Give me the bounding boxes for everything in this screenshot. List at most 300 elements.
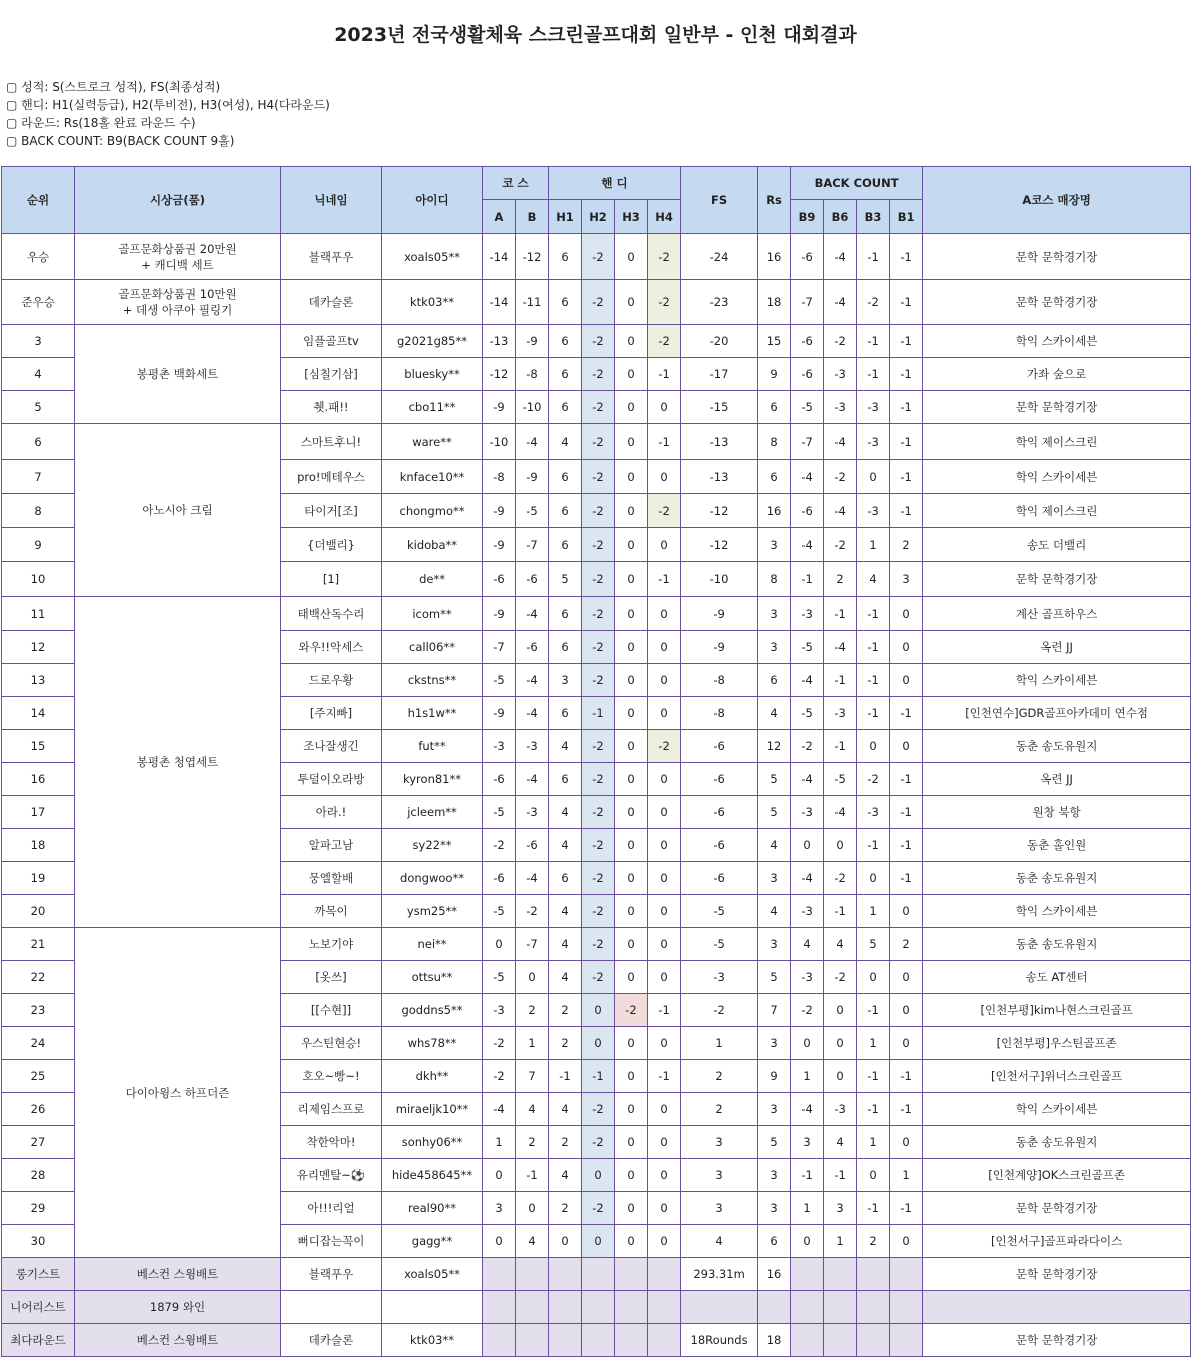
cell-h1: 6 (549, 862, 582, 895)
cell-nickname: [심칠기삼] (281, 358, 382, 391)
cell-id: gagg** (382, 1225, 483, 1258)
cell-fs: -24 (681, 234, 758, 280)
cell-b9: -4 (791, 460, 824, 494)
cell-course-b: 4 (516, 1225, 549, 1258)
cell-h2: -2 (582, 928, 615, 961)
cell-fs: -12 (681, 528, 758, 562)
header-fs: FS (681, 167, 758, 234)
cell-nickname: 췟.패!! (281, 391, 382, 424)
cell-course-a: -2 (483, 1060, 516, 1093)
cell-fs: -5 (681, 928, 758, 961)
cell-b3: -1 (857, 994, 890, 1027)
cell-rs: 12 (758, 730, 791, 763)
cell-course-a: -14 (483, 280, 516, 325)
cell-b1: 0 (890, 730, 923, 763)
cell-b6: 3 (824, 1192, 857, 1225)
cell-fs: -23 (681, 280, 758, 325)
cell-b6: -4 (824, 234, 857, 280)
cell-course-a: -5 (483, 895, 516, 928)
note-round: ▢ 라운드: Rs(18홀 완료 라운드 수) (6, 116, 196, 130)
cell-b9: -4 (791, 1093, 824, 1126)
cell-h4: 0 (648, 862, 681, 895)
cell-b6: 1 (824, 1225, 857, 1258)
cell-nickname: pro!메테우스 (281, 460, 382, 494)
prize-line: 다이아윙스 하프더즌 (125, 1085, 230, 1100)
cell-rs: 4 (758, 895, 791, 928)
prize-line: 봉평촌 백화세트 (136, 367, 219, 381)
cell-h1: 4 (549, 730, 582, 763)
cell-rank: 14 (2, 697, 75, 730)
cell-h3: 0 (615, 1192, 648, 1225)
cell-h2: -2 (582, 280, 615, 325)
cell-course-b: -6 (516, 829, 549, 862)
cell-b6: -3 (824, 391, 857, 424)
special-row-nearest (2, 1291, 1191, 1324)
cell-id: sy22** (382, 829, 483, 862)
cell-h1: 4 (549, 424, 582, 460)
cell-b1: 0 (890, 631, 923, 664)
cell-b3: 1 (857, 528, 890, 562)
cell-h3: 0 (615, 1060, 648, 1093)
cell-course-a: -5 (483, 961, 516, 994)
cell-nickname: {더밸리} (281, 528, 382, 562)
cell-h4: 0 (648, 528, 681, 562)
cell-store: 동춘 송도유원지 (923, 730, 1191, 763)
cell-h3: 0 (615, 280, 648, 325)
cell-course-b: -7 (516, 528, 549, 562)
cell-h2: 0 (582, 1225, 615, 1258)
cell-course-b: -6 (516, 562, 549, 597)
cell-h3: 0 (615, 460, 648, 494)
table-row (2, 597, 1191, 631)
cell-b1: 0 (890, 895, 923, 928)
cell-h4: 0 (648, 895, 681, 928)
cell-nickname: [옷쓰] (281, 961, 382, 994)
cell-id: jcleem** (382, 796, 483, 829)
cell-rank: 18 (2, 829, 75, 862)
cell-course-a: -6 (483, 763, 516, 796)
cell-store: [인천부평]우스틴골프존 (923, 1027, 1191, 1060)
cell-b1: 1 (890, 1159, 923, 1192)
cell-b1: -1 (890, 697, 923, 730)
cell-course-b: -9 (516, 460, 549, 494)
cell-h2: -2 (582, 631, 615, 664)
cell-store: 문학 문학경기장 (923, 562, 1191, 597)
header-h4: H4 (648, 200, 681, 234)
cell-b6: 4 (824, 928, 857, 961)
cell-rs: 6 (758, 664, 791, 697)
cell-nickname: 알파고남 (281, 829, 382, 862)
cell-course-b: -11 (516, 280, 549, 325)
table-row (2, 325, 1191, 358)
cell-b9: -3 (791, 597, 824, 631)
cell-b1: -1 (890, 1060, 923, 1093)
cell-id: g2021g85** (382, 325, 483, 358)
cell-b6: -3 (824, 697, 857, 730)
cell-b1: 0 (890, 664, 923, 697)
cell-store: [인천서구]위너스크린골프 (923, 1060, 1191, 1093)
prize-cell (75, 597, 281, 928)
prize-cell (75, 928, 281, 1258)
cell-b6: 2 (824, 562, 857, 597)
cell-course-b: -4 (516, 763, 549, 796)
cell-nickname: 스마트후니! (281, 424, 382, 460)
cell-course-b: 2 (516, 1126, 549, 1159)
cell-course-b: -8 (516, 358, 549, 391)
cell-b1: -1 (890, 763, 923, 796)
cell-store: 송도 더밸리 (923, 528, 1191, 562)
cell-fs: -5 (681, 895, 758, 928)
cell-b6: -2 (824, 460, 857, 494)
cell-b3: -1 (857, 358, 890, 391)
cell-id: h1s1w** (382, 697, 483, 730)
cell-rank: 6 (2, 424, 75, 460)
special-rank: 롱기스트 (2, 1258, 75, 1291)
cell-id: kidoba** (382, 528, 483, 562)
cell-b3: -1 (857, 325, 890, 358)
cell-store: 학익 스카이세븐 (923, 325, 1191, 358)
cell-b3: -3 (857, 494, 890, 528)
cell-course-a: 0 (483, 1159, 516, 1192)
cell-course-b: -10 (516, 391, 549, 424)
cell-b3: 0 (857, 1159, 890, 1192)
special-nickname: 데카슬론 (281, 1324, 382, 1357)
cell-nickname: 아라.! (281, 796, 382, 829)
cell-b9: -6 (791, 494, 824, 528)
cell-course-b: -3 (516, 796, 549, 829)
cell-b9: -1 (791, 1159, 824, 1192)
cell-fs: -13 (681, 424, 758, 460)
special-rs: 18 (758, 1324, 791, 1357)
header-id: 아이디 (382, 167, 483, 234)
cell-id: miraeljk10** (382, 1093, 483, 1126)
cell-id: icom** (382, 597, 483, 631)
cell-h3: 0 (615, 829, 648, 862)
cell-h3: 0 (615, 763, 648, 796)
cell-course-a: 1 (483, 1126, 516, 1159)
cell-h4: 0 (648, 1027, 681, 1060)
header-b6: B6 (824, 200, 857, 234)
cell-store: 학익 스카이세븐 (923, 664, 1191, 697)
cell-h4: 0 (648, 631, 681, 664)
cell-h3: 0 (615, 862, 648, 895)
cell-h2: 0 (582, 1159, 615, 1192)
cell-fs: -6 (681, 730, 758, 763)
cell-rank: 28 (2, 1159, 75, 1192)
cell-b3: -3 (857, 796, 890, 829)
cell-h2: 0 (582, 994, 615, 1027)
cell-b1: 2 (890, 528, 923, 562)
special-nickname: 블랙푸우 (281, 1258, 382, 1291)
cell-h1: 4 (549, 796, 582, 829)
cell-store: 동춘 홀인원 (923, 829, 1191, 862)
cell-h4: 0 (648, 1126, 681, 1159)
cell-fs: -13 (681, 460, 758, 494)
cell-h2: -2 (582, 730, 615, 763)
cell-course-b: -6 (516, 631, 549, 664)
cell-h2: -1 (582, 1060, 615, 1093)
cell-h4: -1 (648, 358, 681, 391)
cell-b3: -1 (857, 1060, 890, 1093)
cell-store: 동춘 송도유원지 (923, 1126, 1191, 1159)
cell-fs: -20 (681, 325, 758, 358)
cell-rank: 15 (2, 730, 75, 763)
cell-h1: 2 (549, 1126, 582, 1159)
cell-id: real90** (382, 1192, 483, 1225)
cell-b3: 1 (857, 895, 890, 928)
special-prize: 1879 와인 (75, 1291, 281, 1324)
cell-course-b: -4 (516, 597, 549, 631)
cell-rank: 우승 (2, 234, 75, 280)
cell-id: fut** (382, 730, 483, 763)
note-score: ▢ 성적: S(스트로크 성적), FS(최종성적) (6, 80, 221, 94)
cell-h2: -2 (582, 895, 615, 928)
cell-nickname: 블랙푸우 (281, 234, 382, 280)
cell-course-a: -10 (483, 424, 516, 460)
cell-h4: -2 (648, 280, 681, 325)
cell-rs: 8 (758, 562, 791, 597)
cell-rank: 11 (2, 597, 75, 631)
cell-b9: -3 (791, 895, 824, 928)
cell-course-a: -14 (483, 234, 516, 280)
cell-course-b: -2 (516, 895, 549, 928)
cell-b1: -1 (890, 280, 923, 325)
cell-b9: 0 (791, 829, 824, 862)
cell-h2: -2 (582, 391, 615, 424)
cell-rs: 3 (758, 631, 791, 664)
cell-h4: 0 (648, 460, 681, 494)
cell-b1: -1 (890, 325, 923, 358)
cell-h4: 0 (648, 796, 681, 829)
cell-nickname: 호오~빵~! (281, 1060, 382, 1093)
special-store: 문학 문학경기장 (923, 1258, 1191, 1291)
cell-h3: 0 (615, 391, 648, 424)
cell-course-a: -5 (483, 796, 516, 829)
cell-rs: 9 (758, 1060, 791, 1093)
header-b9: B9 (791, 200, 824, 234)
cell-id: ckstns** (382, 664, 483, 697)
cell-b6: -4 (824, 280, 857, 325)
cell-rank: 7 (2, 460, 75, 494)
cell-course-a: -5 (483, 664, 516, 697)
cell-b1: 3 (890, 562, 923, 597)
cell-b6: -4 (824, 631, 857, 664)
cell-nickname: 아!!!리얼 (281, 1192, 382, 1225)
table-row (2, 424, 1191, 460)
header-backcount: BACK COUNT (791, 167, 923, 200)
cell-h1: 5 (549, 562, 582, 597)
cell-h1: 6 (549, 325, 582, 358)
cell-h1: 6 (549, 494, 582, 528)
cell-course-a: -9 (483, 597, 516, 631)
cell-h1: 3 (549, 664, 582, 697)
cell-store: 문학 문학경기장 (923, 234, 1191, 280)
cell-rs: 5 (758, 763, 791, 796)
cell-fs: 4 (681, 1225, 758, 1258)
cell-b3: -3 (857, 424, 890, 460)
prize-line: + 캐디백 세트 (141, 257, 214, 272)
cell-b3: 0 (857, 961, 890, 994)
cell-course-a: -2 (483, 829, 516, 862)
cell-course-b: -4 (516, 664, 549, 697)
cell-rank: 12 (2, 631, 75, 664)
cell-rank: 29 (2, 1192, 75, 1225)
legend-notes (6, 78, 330, 150)
cell-b9: -6 (791, 234, 824, 280)
cell-b6: -2 (824, 862, 857, 895)
cell-b3: 0 (857, 862, 890, 895)
cell-rs: 9 (758, 358, 791, 391)
cell-nickname: 뭉엘할배 (281, 862, 382, 895)
cell-b1: 0 (890, 1126, 923, 1159)
cell-course-a: -13 (483, 325, 516, 358)
cell-b1: 0 (890, 1027, 923, 1060)
header-nickname: 닉네임 (281, 167, 382, 234)
cell-store: 송도 AT센터 (923, 961, 1191, 994)
cell-rs: 3 (758, 928, 791, 961)
cell-h3: 0 (615, 664, 648, 697)
header-handicap: 핸 디 (549, 167, 681, 200)
cell-b1: -1 (890, 1192, 923, 1225)
cell-h2: -2 (582, 528, 615, 562)
cell-fs: -8 (681, 664, 758, 697)
header-h1: H1 (549, 200, 582, 234)
cell-h4: 0 (648, 697, 681, 730)
header-b3: B3 (857, 200, 890, 234)
cell-h3: 0 (615, 234, 648, 280)
cell-h3: 0 (615, 928, 648, 961)
cell-nickname: 데카슬론 (281, 280, 382, 325)
cell-rs: 5 (758, 1126, 791, 1159)
cell-course-a: -3 (483, 730, 516, 763)
cell-h1: 2 (549, 994, 582, 1027)
cell-store: 문학 문학경기장 (923, 1192, 1191, 1225)
cell-h4: -1 (648, 562, 681, 597)
cell-rank: 17 (2, 796, 75, 829)
cell-b6: 0 (824, 829, 857, 862)
header-a: A (483, 200, 516, 234)
cell-b3: 5 (857, 928, 890, 961)
cell-rank: 16 (2, 763, 75, 796)
cell-b9: -4 (791, 528, 824, 562)
cell-h4: 0 (648, 391, 681, 424)
cell-h3: 0 (615, 697, 648, 730)
cell-h3: 0 (615, 424, 648, 460)
cell-h2: -2 (582, 664, 615, 697)
cell-id: ware** (382, 424, 483, 460)
cell-b1: -1 (890, 358, 923, 391)
cell-b9: -7 (791, 424, 824, 460)
cell-course-a: -7 (483, 631, 516, 664)
cell-b6: -2 (824, 325, 857, 358)
cell-b1: -1 (890, 796, 923, 829)
cell-course-b: -9 (516, 325, 549, 358)
header-rs: Rs (758, 167, 791, 234)
cell-b3: -1 (857, 631, 890, 664)
cell-nickname: [[수현]] (281, 994, 382, 1027)
cell-nickname: 노보기야 (281, 928, 382, 961)
cell-b6: -1 (824, 895, 857, 928)
special-prize: 베스컨 스윙배트 (75, 1258, 281, 1291)
cell-h3: 0 (615, 358, 648, 391)
cell-rs: 16 (758, 494, 791, 528)
cell-nickname: 우스틴현승! (281, 1027, 382, 1060)
cell-b3: -1 (857, 234, 890, 280)
cell-h3: 0 (615, 528, 648, 562)
cell-b1: 0 (890, 961, 923, 994)
cell-b3: -2 (857, 280, 890, 325)
cell-nickname: 태백산독수리 (281, 597, 382, 631)
cell-course-b: -4 (516, 697, 549, 730)
cell-b9: -5 (791, 697, 824, 730)
special-row-most-rounds (2, 1324, 1191, 1357)
cell-h4: 0 (648, 763, 681, 796)
cell-h1: 6 (549, 528, 582, 562)
cell-b9: 0 (791, 1225, 824, 1258)
cell-rs: 6 (758, 460, 791, 494)
cell-h1: 4 (549, 961, 582, 994)
cell-b3: 2 (857, 1225, 890, 1258)
cell-h1: 4 (549, 1093, 582, 1126)
cell-h1: 4 (549, 895, 582, 928)
special-rs: 16 (758, 1258, 791, 1291)
cell-h4: 0 (648, 664, 681, 697)
table-row (2, 234, 1191, 280)
cell-course-b: 4 (516, 1093, 549, 1126)
cell-course-a: -9 (483, 494, 516, 528)
cell-h3: 0 (615, 1093, 648, 1126)
cell-rs: 5 (758, 961, 791, 994)
cell-rank: 10 (2, 562, 75, 597)
cell-h4: 0 (648, 961, 681, 994)
cell-id: ysm25** (382, 895, 483, 928)
cell-rank: 19 (2, 862, 75, 895)
cell-nickname: 뻐디잡는꼭이 (281, 1225, 382, 1258)
cell-h4: -2 (648, 494, 681, 528)
cell-fs: -2 (681, 994, 758, 1027)
cell-h2: -1 (582, 697, 615, 730)
cell-id: whs78** (382, 1027, 483, 1060)
cell-fs: -10 (681, 562, 758, 597)
cell-b6: -4 (824, 796, 857, 829)
cell-h2: -2 (582, 796, 615, 829)
cell-b3: -1 (857, 829, 890, 862)
cell-h4: -2 (648, 730, 681, 763)
cell-h2: -2 (582, 358, 615, 391)
cell-fs: -6 (681, 763, 758, 796)
cell-b1: -1 (890, 862, 923, 895)
page-title: 2023년 전국생활체육 스크린골프대회 일반부 - 인천 대회결과 (334, 24, 857, 46)
cell-b6: 0 (824, 1027, 857, 1060)
cell-b6: -2 (824, 961, 857, 994)
cell-b1: -1 (890, 1093, 923, 1126)
cell-rank: 23 (2, 994, 75, 1027)
cell-b6: -1 (824, 1159, 857, 1192)
cell-store: 동춘 송도유원지 (923, 862, 1191, 895)
cell-store: 문학 문학경기장 (923, 391, 1191, 424)
cell-fs: -8 (681, 697, 758, 730)
cell-id: xoals05** (382, 234, 483, 280)
cell-b6: -3 (824, 358, 857, 391)
cell-b3: 0 (857, 730, 890, 763)
cell-id: bluesky** (382, 358, 483, 391)
cell-h4: -2 (648, 234, 681, 280)
cell-h4: 0 (648, 1093, 681, 1126)
cell-rank: 26 (2, 1093, 75, 1126)
cell-h4: 0 (648, 928, 681, 961)
cell-h2: 0 (582, 1027, 615, 1060)
header-b: B (516, 200, 549, 234)
